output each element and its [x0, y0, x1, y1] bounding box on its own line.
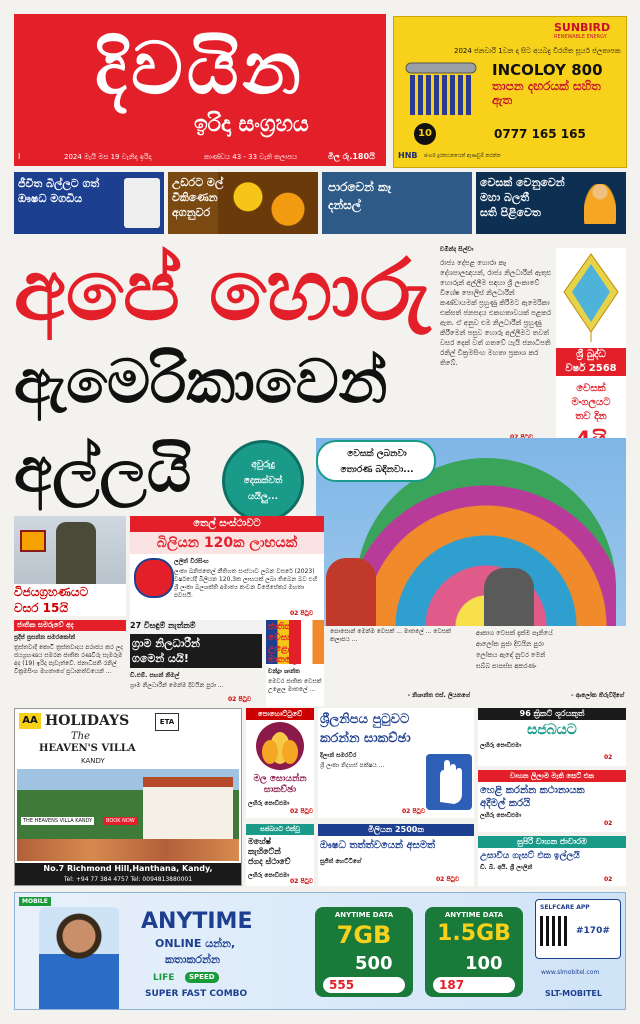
medicine-byline: සුජිත් හෙට්ටිගේ [320, 858, 362, 865]
mobitel-ad[interactable] [14, 892, 626, 1010]
villa-phones[interactable]: Tel: +94 77 384 4757 Tel: 0094813880001 [15, 875, 241, 885]
teaser-label: උඩරට මල් විකිණෙන අගනුවර [172, 176, 224, 219]
slfp-headline: ශ්‍රීලනිපය පුටුවට කරන්න සාකච්ඡා [320, 712, 411, 746]
poem-line: ආලෝක පූජා දිවයින පුරා [476, 640, 544, 648]
lead-text: රාජ්‍ය දේපළ හොරා කෑ දේශපාලඥයන්, රාජ්‍ය නිලධාරීන් ඇතුළු හොරුන් අල්ලීම සඳහා ශ්‍රී ලංකාවේ විශේෂ පොලිස් නිලධාරීන් කණ්ඩායමක් ප්‍රහුණු කිරීමට ඇමෙරිකා එක්සත් ජනපදය එකඟතාවයක් පළකර ඇත. ඒ අනුව එම නිලධාරීන් ප්‍රහුණු කිරීමෙන් පසුව හොරු අල්ලීමට තවත් වසර දෙක් වත් ගතවේ යැයි ජනාධිපති රනිල් වික්‍රමසිංහ මහතා ප්‍රකාශ කර තිබේ. [440, 259, 552, 367]
photo-caption-bubble [316, 440, 436, 482]
worker-figure-2 [484, 568, 534, 626]
national-vesak-headline: ජාතික වෙසක් උළෙල මාතලේ [268, 622, 298, 665]
oil-text: ලංකා ඛනිජතෙල් නීතිගත සංස්ථාව ලබන වසරේ (2023) වර්ෂයේදී බිලියන 120.3ක ලාභයක් ලබා තිබෙන බව එහි ශ්‍රී ලංකා බලශක්ති අමාත්‍ය කංචන විජේසේකර මහතා පවසයි. [174, 568, 318, 599]
card-price: 187 [439, 978, 465, 992]
soldiers-statue-photo [14, 516, 126, 584]
oil-page-ref[interactable]: 02 පිටුව [290, 610, 314, 617]
national-vesak-byline: චන්ද්‍රා ශාන්ත [268, 668, 300, 675]
meditating-figure-icon [584, 184, 616, 224]
card-minutes: 100 [465, 953, 503, 974]
medicine-story [318, 824, 474, 886]
villa-sign: THE HEAVENS VILLA KANDY [23, 818, 93, 824]
teaser-dansal[interactable] [322, 172, 472, 234]
villa-address: No.7 Richmond Hill,Hanthana, Kandy, [15, 863, 241, 875]
sunbird-tagline: RENEWABLE ENERGY [554, 34, 607, 40]
sunbird-ad[interactable] [393, 16, 627, 168]
oil-story [130, 516, 324, 620]
masthead-title: දිවයින [95, 26, 305, 110]
teaser-vesak[interactable] [476, 172, 626, 234]
side-mark: I [18, 152, 21, 161]
hand-symbol-icon [426, 754, 472, 810]
vehicle-tag: සුපිරි වාහන ජාවාරම [478, 836, 626, 848]
torana-byline: - නිශාන්ත එස්. ලියනගේ [407, 692, 470, 699]
cricket-tag: 96 ක්‍රිකට් ශූරයකුත් [478, 708, 626, 720]
sajith-story [246, 824, 314, 886]
bank-logo: HNB [398, 151, 418, 160]
villa-place: KANDY [81, 757, 105, 765]
lotus-page-ref[interactable]: 02 පිටුව [290, 808, 314, 815]
card-data: 1.5GB [437, 921, 511, 946]
vesak-poem [476, 628, 626, 706]
solar-heater-graphic [404, 61, 482, 121]
card-price: 555 [329, 978, 355, 992]
sunbird-headline: 2024 ජනවාරි 1වන දා සිට අයබදු විරහිත සූර්ය ජලතාපක [454, 47, 621, 55]
vehicle-byline: ඩී. බී. අයි. ශ්‍රී ලාලින් [480, 864, 533, 871]
woman-with-phone-photo [39, 907, 119, 1010]
teaser-strip [14, 172, 626, 234]
villa-the: The [71, 731, 91, 742]
gn-page-ref[interactable]: 02 පිටුව [228, 696, 252, 703]
lotus-tag: පොහොට්ටුවේ [246, 708, 314, 720]
main-headline-line3: අල්ලයි [14, 433, 192, 506]
sunbird-footer: ජංගම දුරකථනයෙන් ඇණවුම් කරන්න [424, 153, 501, 159]
main-headline-line1: අපේ හොරු [14, 241, 431, 339]
vehicle-page-ref[interactable]: 02 [604, 876, 613, 883]
oil-headline: බිලියන 120ක ලාභයක් [130, 532, 324, 554]
auction-headline: හෙළි කරන්න කථානායක අදීමල් කරයි [480, 785, 585, 809]
vehicle-headline: උසාවිය ගැසට් එක ඉල්ලයි [480, 851, 580, 861]
lead-byline: චමින්ද සිල්වා [440, 246, 474, 253]
selfcare-label: SELFCARE APP [540, 904, 590, 911]
slfp-text: ශ්‍රී ලංකා නිදහස් පක්ෂය ... [320, 762, 385, 769]
poem-credit: - ආලෝක තිරුවිදිගේ [571, 692, 624, 699]
mobitel-sub: ONLINE යන්න, [155, 937, 236, 950]
rating-badge: ETA [155, 713, 179, 731]
teaser-label: වෙසක් වෙනුවෙන් මහා බලතී සති පිළිවෙත [480, 176, 565, 219]
gn-story [130, 620, 262, 706]
card-price-pill [323, 977, 405, 993]
teaser-label: ජීවිත බිල්ලට ගත් ඖෂධ මගඩිය [18, 177, 100, 205]
mobitel-url[interactable]: www.slmobitel.com [541, 969, 600, 976]
cricket-page-ref[interactable]: 02 [604, 754, 613, 761]
medicine-headline: ඖෂධ තත්ත්වයෙන් අසමත් [320, 840, 436, 851]
auction-byline: ලහිරු පොඩිඑමා [480, 812, 522, 819]
cricket-story [478, 708, 626, 766]
poem-line: ලෝකය ඇඳේ නුවර මෙන් [476, 651, 546, 659]
mobitel-brand: SLT-MOBITEL [545, 989, 602, 998]
sunbird-phone[interactable]: 0777 165 165 [494, 127, 586, 141]
cricket-headline: සජබයට [527, 722, 577, 738]
holidays-title: HOLIDAYS [45, 713, 130, 729]
holidays-ad[interactable] [14, 708, 242, 886]
headline-bubble [222, 440, 304, 522]
issue-date: 2024 මැයි මස 19 වැනිදා ඉරිදා [64, 153, 152, 161]
national-vesak-text: මෙවර ජාතික වෙසක් උළෙල මාතලේ ... [268, 678, 322, 693]
gn-tag: 27 විසඳුම් නැත්නම් [130, 620, 262, 632]
card-title: ANYTIME DATA [444, 911, 504, 919]
gn-headline: ග්‍රාම නිලධාරීන් ගමෙන් යයි! [130, 634, 262, 668]
slfp-story [318, 708, 474, 818]
lead-story [440, 246, 552, 432]
vesak-lantern-graphic [560, 252, 622, 342]
selfcare-box[interactable] [535, 899, 621, 959]
victory-story [14, 516, 126, 706]
photo-caption: වෙසක් ලබනවා තොරණ බඳිනවා... [340, 449, 414, 475]
slfp-page-ref[interactable]: 02 පිටුව [402, 808, 426, 815]
victory-text: ත්‍රස්තවාදී කොටි ත්‍රස්තවාදය පරාජය කර ලද ජයග්‍රහණය සමරන ජාතික රණවිරු සැමරුම අද (19) ඉරිදා පැවැත්වේ. ජනාධිපති රනිල් වික්‍රමසිංහ මහතාගේ ප්‍රධානත්වයෙන් ... [14, 644, 123, 675]
sajith-page-ref[interactable]: 02 පිටුව [290, 878, 314, 885]
buddha-year-label: ශ්‍රී බුද්ධ [556, 348, 626, 362]
sri-lanka-flag-icon [20, 530, 46, 552]
oil-header: තෙල් සංස්ථාවට [130, 516, 324, 532]
medicine-tag: මිලියන 2500ක [318, 824, 474, 836]
oil-byline: ලලිත් වීරසිංහ [174, 558, 209, 565]
masthead [14, 14, 386, 166]
statue-graphic [56, 522, 96, 584]
vesak-days-label: වෙසක් මංගලයට තව දින [571, 383, 611, 422]
gn-text: ග්‍රාම නිලධාරීන් මෙන්ම දිවයින පුරා ... [130, 682, 224, 689]
poem-line: සබ්බ පාපස්ස අකරණං [476, 662, 537, 670]
victory-tag: ජාතික සමරුවේ අද [14, 620, 126, 631]
auction-tag: වාහන ලිලාම මැති සෙට් එක [478, 770, 626, 782]
data-card-1-5gb[interactable] [425, 907, 523, 997]
torana-text: පොසොන් මෙන්ම වෙසක් ... මාතලේ ... වෙසක් කලාපය ... [330, 628, 451, 643]
pottery-photo [17, 839, 239, 861]
card-title: ANYTIME DATA [334, 911, 394, 919]
national-vesak-story [266, 620, 324, 706]
lotus-story [246, 708, 314, 818]
victory-byline: ප්‍රදීප් ප්‍රසන්න සමරකෝන් [14, 634, 76, 641]
mobitel-life: LIFE [153, 973, 175, 983]
buddha-year-value: වර්ෂ 2568 [556, 362, 626, 376]
auction-page-ref[interactable]: 02 [604, 820, 613, 827]
teaser-label: පාරවෙන් කෑ දන්සල් [328, 180, 392, 212]
aa-logo: AA [19, 713, 41, 729]
lotus-byline: ලහිරු පොඩිඑමා [248, 800, 290, 807]
villa-photo [17, 769, 239, 839]
sunbird-brand: SUNBIRD [554, 21, 611, 34]
mobitel-headline: ANYTIME [141, 909, 253, 934]
villa-building-graphic [143, 777, 233, 843]
warranty-badge: 10 [414, 123, 436, 145]
mobitel-combo: SUPER FAST COMBO [145, 989, 248, 999]
lotus-bud-icon [256, 722, 304, 770]
teaser-medicine[interactable] [14, 172, 164, 234]
card-minutes: 500 [355, 953, 393, 974]
mobitel-sub2: කතාකරන්න [165, 953, 220, 966]
mobitel-speed: SPEED [185, 972, 219, 983]
sajith-byline: ලහිරු පොඩිඑමා [248, 872, 290, 879]
issue-price: මිල රු.180යි [328, 152, 375, 161]
card-data: 7GB [336, 921, 392, 949]
buddha-countdown [556, 248, 626, 460]
cricket-byline: ලහිරු පොඩිඑමා [480, 742, 522, 749]
sunbird-product: INCOLOY 800 [492, 61, 603, 79]
sajith-headline: මහේෂ් කැහිටේන් ජගද ස්ථාවේ [248, 837, 291, 866]
bubble-text: අවුරුදු දෙකක්වත් යයිලු... [243, 460, 283, 502]
card-price-pill [433, 977, 515, 993]
main-headline-line2: ඇමෙරිකාවෙන් [14, 347, 388, 417]
villa-name: HEAVEN'S VILLA [39, 743, 136, 754]
qr-code-icon [540, 916, 570, 946]
teaser-flowers[interactable] [168, 172, 318, 234]
book-now-button[interactable]: BOOK NOW [103, 817, 138, 825]
mobitel-tag: MOBILE [19, 897, 51, 906]
auction-story [478, 770, 626, 832]
worker-figure-1 [326, 558, 376, 626]
sajith-tag: සජබයට එක්වූ [246, 824, 314, 835]
medicine-page-ref[interactable]: 02 පිටුව [436, 876, 460, 883]
vehicle-story [478, 836, 626, 886]
ceypetco-logo [134, 558, 174, 598]
torana-story [330, 628, 470, 700]
victory-title: විජයග්‍රහණයට වසර 15යි [14, 584, 126, 616]
ussd-code: #170# [576, 926, 610, 936]
sunbird-product-sub: තාපන දඟරයක් සහිත ඇත [492, 79, 601, 107]
poem-line: ආකාශ වෙසක් දැක්ම පෑනියේ [476, 629, 553, 637]
slfp-byline: දිලාන් සමරවීර [320, 752, 357, 759]
issue-volume: කාණ්ඩය 43 - 33 වැනි කලාපය [204, 153, 298, 161]
lotus-headline: මල සොයන්න සාකච්ඡා [253, 774, 307, 795]
data-card-7gb[interactable] [315, 907, 413, 997]
masthead-subtitle: ඉරිදා සංග්‍රහය [194, 112, 309, 137]
pill-bottle-icon [124, 178, 160, 228]
gn-byline: ඩී.එම්. සහන් නිමල් [130, 672, 180, 679]
